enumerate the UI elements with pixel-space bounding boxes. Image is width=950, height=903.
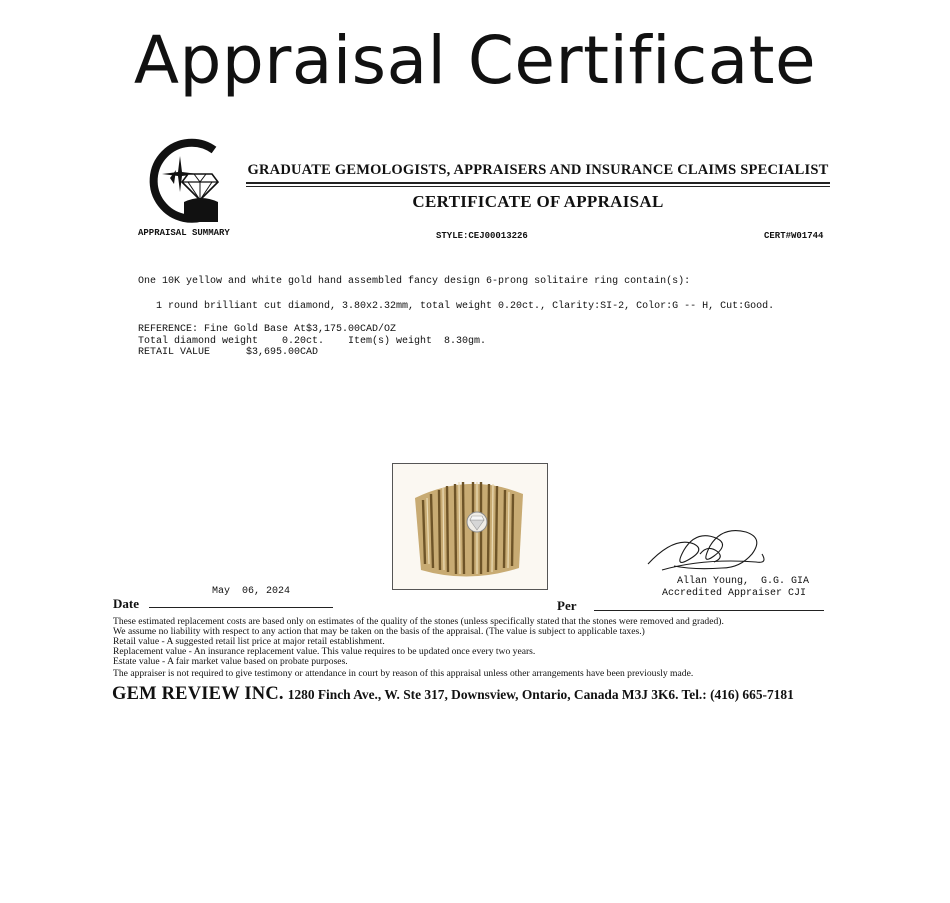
ring-photo — [392, 463, 548, 590]
handwritten-signature — [644, 524, 774, 580]
company-name: GEM REVIEW INC. — [112, 684, 284, 704]
date-line — [149, 607, 333, 608]
retail-value-line: RETAIL VALUE $3,695.00CAD — [138, 347, 319, 358]
per-line — [594, 610, 824, 611]
organization-name: GRADUATE GEMOLOGISTS, APPRAISERS AND INSURANCE CLAIMS SPECIALIST — [247, 162, 829, 178]
weight-line: Total diamond weight 0.20ct. Item(s) weight 8.30gm. — [138, 336, 487, 347]
certificate-title: CERTIFICATE OF APPRAISAL — [412, 192, 664, 211]
page-title: Appraisal Certificate — [133, 22, 817, 99]
disclaimer-line: Estate value - A fair market value based on probate purposes. — [113, 656, 348, 667]
appraiser-name: Allan Young, G.G. GIA — [677, 576, 810, 587]
style-number: STYLE:CEJ00013226 — [436, 231, 528, 241]
disclaimer-line: Replacement value - An insurance replacement value. This value requires to be updated once every two years. — [113, 646, 536, 657]
footer — [112, 684, 794, 705]
disclaimer-line: These estimated replacement costs are based only on estimates of the quality of the stones (unless specifically stated that the stones were removed and graded). — [113, 616, 724, 627]
header-rule — [246, 182, 830, 184]
disclaimer-line: The appraiser is not required to give testimony or attendance in court by reason of this appraisal unless other arrangements have been previously made. — [113, 668, 694, 679]
company-address: 1280 Finch Ave., W. Ste 317, Downsview, Ontario, Canada M3J 3K6. Tel.: (416) 665-7181 — [287, 687, 794, 702]
cert-number: CERT#W01744 — [764, 231, 824, 241]
item-description: One 10K yellow and white gold hand assembled fancy design 6-prong solitaire ring contain(s): — [138, 276, 691, 287]
diamond-description: 1 round brilliant cut diamond, 3.80x2.32mm, total weight 0.20ct., Clarity:SI-2, Color:G -- H, Cut:Good. — [156, 301, 775, 312]
g-diamond-logo-icon — [140, 136, 226, 226]
header-rule-thin — [246, 186, 830, 187]
date-label: Date — [113, 596, 139, 611]
disclaimer-line: Retail value - A suggested retail list price at major retail establishment. — [113, 636, 385, 647]
appraiser-title: Accredited Appraiser CJI — [662, 588, 807, 599]
appraisal-summary-label: APPRAISAL SUMMARY — [138, 228, 230, 238]
reference-line: REFERENCE: Fine Gold Base At$3,175.00CAD/OZ — [138, 324, 397, 335]
disclaimer-line: We assume no liability with respect to any action that may be taken on the basis of the appraisal. (The value is subject to applicable taxes.) — [113, 626, 645, 637]
per-label: Per — [557, 598, 577, 613]
appraisal-date: May 06, 2024 — [212, 586, 291, 597]
